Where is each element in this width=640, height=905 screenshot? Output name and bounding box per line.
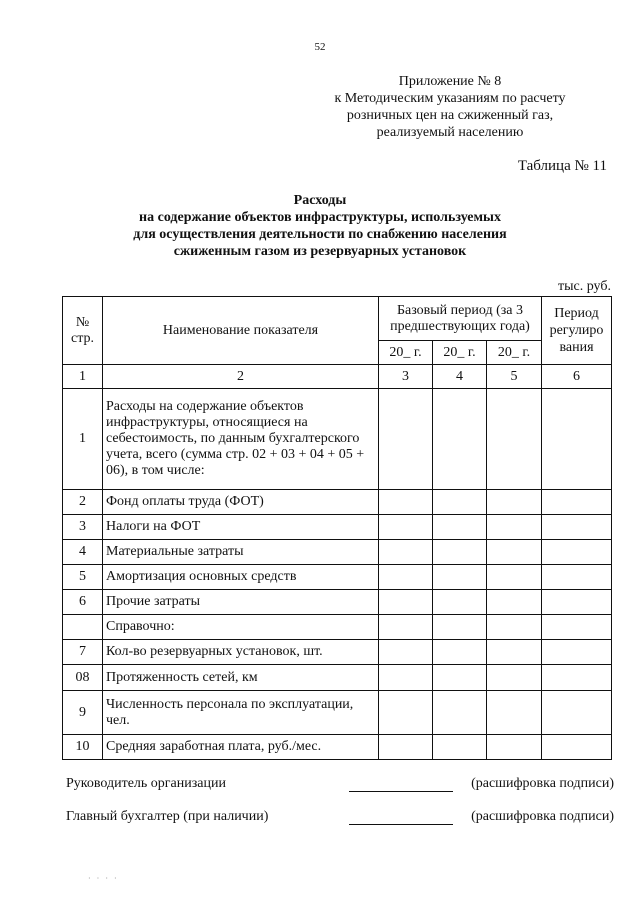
appendix-line: розничных цен на сжиженный газ, — [346, 108, 554, 123]
table-row — [63, 691, 612, 735]
value-cell — [433, 540, 487, 565]
value-cell — [433, 490, 487, 515]
row-number: 10 — [63, 735, 103, 760]
header-row-number: № стр. — [63, 297, 103, 365]
row-indicator-name: Расходы на содержание объектов инфраструктуры, относящиеся на себестоимость, по данным бухгалтерского учета, всего (сумма стр. 02 + 03 + 04 + 05 + 06), в том числе: — [103, 389, 379, 490]
value-cell — [542, 389, 612, 490]
header-regulation-period: Период регулиро вания — [542, 297, 612, 365]
appendix-line: Приложение № 8 — [398, 74, 502, 89]
row-indicator-name: Средняя заработная плата, руб./мес. — [103, 735, 379, 760]
value-cell — [542, 515, 612, 540]
header-year: 20_ г. — [433, 341, 487, 365]
accountant-label: Главный бухгалтер (при наличии) — [66, 809, 269, 824]
row-number: 9 — [63, 691, 103, 735]
table-row — [63, 540, 612, 565]
document-title — [100, 192, 540, 260]
row-indicator-name: Справочно: — [103, 615, 379, 640]
row-indicator-name: Налоги на ФОТ — [103, 515, 379, 540]
value-cell — [542, 490, 612, 515]
value-cell — [487, 691, 542, 735]
header-year: 20_ г. — [487, 341, 542, 365]
row-number — [63, 615, 103, 640]
value-cell — [487, 665, 542, 691]
column-number: 1 — [63, 365, 103, 389]
row-number: 7 — [63, 640, 103, 665]
signature-blank — [349, 824, 453, 825]
title-line: на содержание объектов инфраструктуры, используемых — [139, 210, 501, 225]
row-indicator-name: Численность персонала по эксплуатации, чел. — [103, 691, 379, 735]
value-cell — [542, 691, 612, 735]
page-number: 52 — [314, 41, 326, 53]
value-cell — [379, 565, 433, 590]
appendix-line: к Методическим указаниям по расчету — [334, 91, 566, 106]
table-row — [63, 389, 612, 490]
column-numbers-row — [63, 365, 612, 389]
value-cell — [379, 389, 433, 490]
value-cell — [433, 640, 487, 665]
value-cell — [542, 665, 612, 691]
row-number: 4 — [63, 540, 103, 565]
value-cell — [487, 540, 542, 565]
table-row — [63, 565, 612, 590]
row-indicator-name: Прочие затраты — [103, 590, 379, 615]
value-cell — [487, 615, 542, 640]
column-number: 4 — [433, 365, 487, 389]
column-number: 2 — [103, 365, 379, 389]
row-number: 2 — [63, 490, 103, 515]
value-cell — [542, 540, 612, 565]
value-cell — [433, 735, 487, 760]
value-cell — [379, 665, 433, 691]
value-cell — [379, 735, 433, 760]
row-indicator-name: Амортизация основных средств — [103, 565, 379, 590]
table-row — [63, 590, 612, 615]
value-cell — [379, 640, 433, 665]
value-cell — [379, 540, 433, 565]
row-number: 1 — [63, 389, 103, 490]
value-cell — [487, 735, 542, 760]
signature-blank — [349, 791, 453, 792]
row-indicator-name: Фонд оплаты труда (ФОТ) — [103, 490, 379, 515]
value-cell — [433, 565, 487, 590]
value-cell — [433, 615, 487, 640]
column-number: 3 — [379, 365, 433, 389]
signature-hint: (расшифровка подписи) — [471, 776, 614, 791]
row-indicator-name: Материальные затраты — [103, 540, 379, 565]
table-row — [63, 615, 612, 640]
scan-marks: · · · · — [88, 874, 119, 883]
column-number: 6 — [542, 365, 612, 389]
header-base-period: Базовый период (за 3 предшествующих года) — [379, 297, 542, 341]
table-row — [63, 640, 612, 665]
header-year: 20_ г. — [379, 341, 433, 365]
title-line: сжиженным газом из резервуарных установок — [173, 244, 467, 259]
value-cell — [487, 590, 542, 615]
row-number: 6 — [63, 590, 103, 615]
value-cell — [379, 691, 433, 735]
value-cell — [379, 515, 433, 540]
signature-hint: (расшифровка подписи) — [471, 809, 614, 824]
value-cell — [542, 735, 612, 760]
head-label: Руководитель организации — [66, 776, 226, 791]
table-row — [63, 735, 612, 760]
value-cell — [433, 515, 487, 540]
value-cell — [542, 615, 612, 640]
row-indicator-name: Протяженность сетей, км — [103, 665, 379, 691]
expenses-table — [62, 296, 612, 760]
appendix-block — [300, 73, 600, 141]
value-cell — [379, 615, 433, 640]
row-number: 08 — [63, 665, 103, 691]
value-cell — [433, 590, 487, 615]
header-indicator-name: Наименование показателя — [103, 297, 379, 365]
value-cell — [542, 565, 612, 590]
value-cell — [542, 590, 612, 615]
value-cell — [487, 565, 542, 590]
row-indicator-name: Кол-во резервуарных установок, шт. — [103, 640, 379, 665]
table-row — [63, 665, 612, 691]
value-cell — [379, 490, 433, 515]
value-cell — [487, 640, 542, 665]
value-cell — [379, 590, 433, 615]
value-cell — [542, 640, 612, 665]
unit-label: тыс. руб. — [558, 279, 611, 294]
table-number: Таблица № 11 — [517, 158, 607, 174]
appendix-line: реализуемый населению — [376, 125, 524, 140]
title-line: Расходы — [293, 193, 347, 208]
value-cell — [487, 389, 542, 490]
table-row — [63, 515, 612, 540]
value-cell — [433, 389, 487, 490]
column-number: 5 — [487, 365, 542, 389]
table-row — [63, 490, 612, 515]
row-number: 3 — [63, 515, 103, 540]
value-cell — [487, 490, 542, 515]
title-line: для осуществления деятельности по снабжению населения — [133, 227, 507, 242]
row-number: 5 — [63, 565, 103, 590]
value-cell — [433, 691, 487, 735]
table-header-row — [63, 297, 612, 341]
value-cell — [487, 515, 542, 540]
value-cell — [433, 665, 487, 691]
